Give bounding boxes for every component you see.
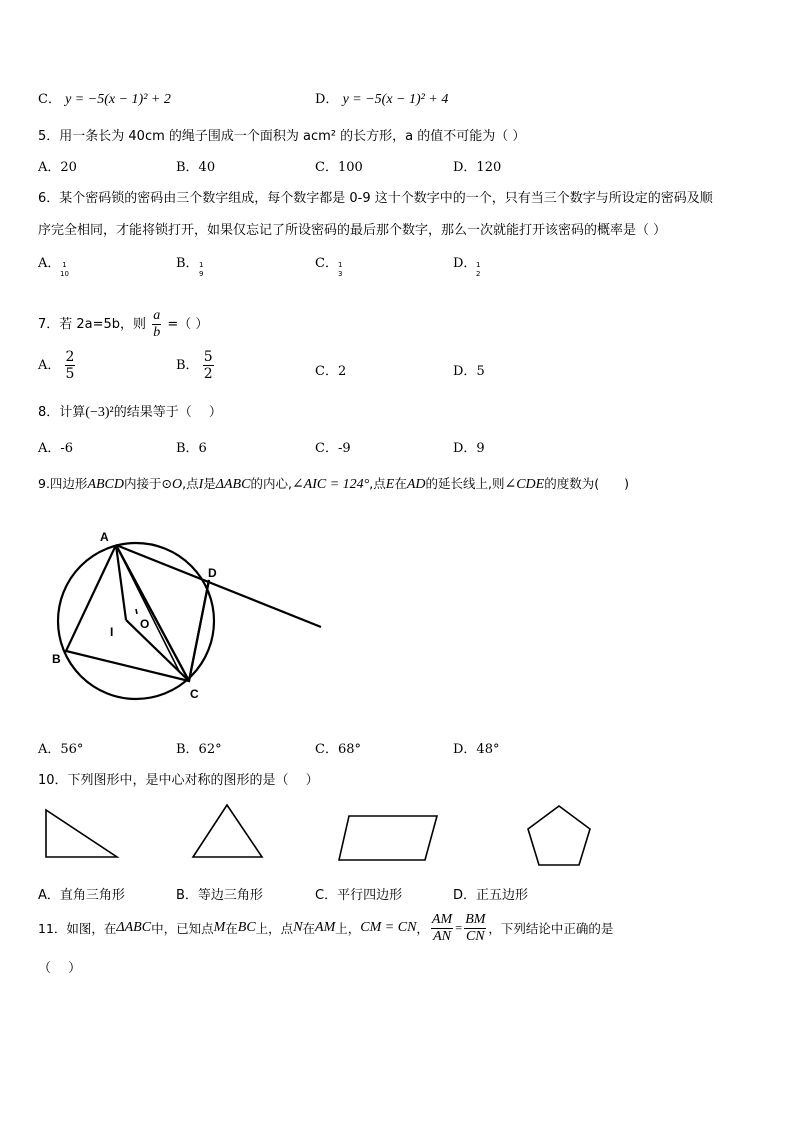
stem-text: 上， xyxy=(335,921,361,936)
fraction-denominator: 5 xyxy=(65,366,75,382)
fraction-numerator: 2 xyxy=(65,349,75,365)
fraction-denominator: 3 xyxy=(338,270,343,278)
q6-option-b xyxy=(176,252,199,271)
q7-option-a xyxy=(38,350,75,381)
q4-option-d xyxy=(315,88,448,108)
q8-option-b: B．6 xyxy=(176,441,207,456)
q8-option-d: D．9 xyxy=(453,441,485,456)
q11-answer-bracket: （ ） xyxy=(38,961,82,976)
q5-stem: 5．用一条长为 40cm 的绳子围成一个面积为 acm² 的长方形，a 的值不可能为（ ） xyxy=(38,129,526,144)
label-o: O xyxy=(140,617,150,631)
stem-text: =（ ） xyxy=(167,317,209,332)
q5-option-b: B．40 xyxy=(176,160,216,175)
fraction-numerator: a xyxy=(153,308,161,323)
option-letter: A． xyxy=(38,358,61,373)
math-symbol: N xyxy=(293,920,303,935)
stem-text: 7．若 2a=5b，则 xyxy=(38,317,147,332)
q9-circle-figure xyxy=(40,528,340,708)
q7-option-b xyxy=(176,350,214,381)
stem-text: 是 xyxy=(203,476,216,491)
math-symbol: M xyxy=(213,920,226,935)
math-symbol: CM = CN xyxy=(360,920,417,935)
option-letter: D． xyxy=(453,364,477,379)
option-letter: C． xyxy=(315,364,338,379)
stem-text: ，下列结论中正确的是 xyxy=(488,921,614,936)
q6-option-c xyxy=(315,252,338,271)
stem-text: 在 xyxy=(394,476,407,491)
q10-option-a: A．直角三角形 xyxy=(38,888,125,903)
fraction-denominator: b xyxy=(153,325,161,340)
option-letter: D． xyxy=(453,256,477,271)
stem-text: 内接于⊙ xyxy=(124,476,172,491)
fraction-denominator: AN xyxy=(433,928,451,944)
q8-stem xyxy=(38,401,222,421)
stem-text: 在 xyxy=(302,921,316,936)
fraction-denominator: CN xyxy=(465,928,485,944)
fraction-denominator: 10 xyxy=(60,270,69,278)
parallelogram-shape xyxy=(335,812,443,864)
math-symbol: ΔABC xyxy=(116,920,152,935)
regular-pentagon-shape xyxy=(522,801,596,869)
option-letter: A． xyxy=(38,256,61,271)
option-text: 5 xyxy=(476,364,485,379)
math-symbol: AD xyxy=(406,477,426,492)
right-triangle-shape xyxy=(40,804,130,864)
math-symbol: BC xyxy=(237,920,256,935)
fraction-numerator: 1 xyxy=(199,261,204,269)
equals-sign: = xyxy=(455,920,463,935)
fraction-denominator: 2 xyxy=(476,270,481,278)
q9-option-d: D．48° xyxy=(453,742,500,757)
fraction-numerator: AM xyxy=(431,911,453,927)
center-o-mark xyxy=(136,609,137,614)
q5-option-c: C．100 xyxy=(315,160,363,175)
q6-option-a xyxy=(38,252,60,271)
stem-text: 上，点 xyxy=(255,921,294,936)
stem-text: 在 xyxy=(225,921,238,936)
q10-option-b: B．等边三角形 xyxy=(176,888,263,903)
q8-option-a: A．-6 xyxy=(38,441,74,456)
option-letter: B． xyxy=(176,358,199,373)
option-letter: C． xyxy=(315,256,338,271)
q6-option-d xyxy=(453,252,476,271)
q10-option-c: C．平行四边形 xyxy=(315,888,403,903)
fraction-numerator: 5 xyxy=(203,349,213,365)
q10-stem: 10．下列图形中，是中心对称的图形的是（ ） xyxy=(38,773,319,788)
q7-option-c xyxy=(315,360,346,379)
fraction-numerator: 1 xyxy=(62,261,67,269)
stem-text: ， xyxy=(416,921,429,936)
label-c: C xyxy=(190,687,199,701)
fraction-denominator: 2 xyxy=(203,366,213,382)
option-letter: D． xyxy=(315,92,339,107)
q10-option-d: D．正五边形 xyxy=(453,888,529,903)
option-letter: C． xyxy=(38,92,61,107)
stem-text: 9.四边形 xyxy=(38,476,88,491)
fraction-numerator: 1 xyxy=(476,261,481,269)
q9-option-c: C．68° xyxy=(315,742,361,757)
math-symbol: I xyxy=(198,477,204,492)
q4-option-c xyxy=(38,88,171,108)
q8-option-c: C．-9 xyxy=(315,441,351,456)
math-symbol: AM xyxy=(315,920,336,935)
fraction-numerator: BM xyxy=(465,911,486,927)
label-i: I xyxy=(110,625,114,639)
q6-stem-line1: 6．某个密码锁的密码由三个数字组成，每个数字都是 0-9 这十个数字中的一个，只有当三个数字与所设定的密码及顺 xyxy=(38,191,713,206)
stem-text: 8．计算 xyxy=(38,405,86,420)
q9-option-b: B．62° xyxy=(176,742,222,757)
math-symbol: ΔABC xyxy=(215,477,251,492)
fraction-numerator: 1 xyxy=(338,261,343,269)
q5-option-d: D．120 xyxy=(453,160,502,175)
q6-option-d-fraction xyxy=(475,262,481,278)
option-letter: B． xyxy=(176,256,199,271)
q7-stem xyxy=(38,309,208,340)
equilateral-triangle-shape xyxy=(188,802,268,864)
stem-text: 的内心, xyxy=(250,476,292,491)
stem-text: 中，已知点 xyxy=(151,921,214,936)
math-symbol: ∠CDE xyxy=(504,477,545,492)
math-symbol: E xyxy=(385,477,395,492)
q6-option-c-fraction xyxy=(337,262,343,278)
q11-stem xyxy=(38,908,613,948)
label-d: D xyxy=(208,566,217,580)
q7-option-d xyxy=(453,360,485,379)
label-b: B xyxy=(52,652,61,666)
math-symbol: ABCD xyxy=(87,477,124,492)
math-symbol: O xyxy=(171,477,183,492)
math-symbol: ∠AIC = 124° xyxy=(291,477,370,492)
stem-text: 11．如图，在 xyxy=(38,921,117,936)
label-a: A xyxy=(100,530,109,544)
stem-text: 的度数为( ) xyxy=(544,476,629,491)
math-expression: (−3)² xyxy=(85,405,114,420)
q9-option-a: A．56° xyxy=(38,742,84,757)
fraction-denominator: 9 xyxy=(199,270,204,278)
q5-option-a: A．20 xyxy=(38,160,77,175)
q6-option-a-fraction xyxy=(60,262,69,278)
stem-text: 的结果等于（ ） xyxy=(113,405,222,420)
option-text: 2 xyxy=(337,364,347,379)
stem-text: 的延长线上,则 xyxy=(425,476,505,491)
line-ad-extended xyxy=(116,545,321,627)
q9-stem xyxy=(38,474,629,493)
option-equation: y = −5(x − 1)² + 2 xyxy=(65,92,171,107)
q6-stem-line2: 序完全相同，才能将锁打开，如果仅忘记了所设密码的最后那个数字，那么一次就能打开该密码的概率是（ ） xyxy=(38,223,667,238)
stem-text: ,点 xyxy=(369,476,386,491)
q6-option-b-fraction xyxy=(198,262,204,278)
option-equation: y = −5(x − 1)² + 4 xyxy=(342,92,449,107)
stem-text: ,点 xyxy=(182,476,199,491)
